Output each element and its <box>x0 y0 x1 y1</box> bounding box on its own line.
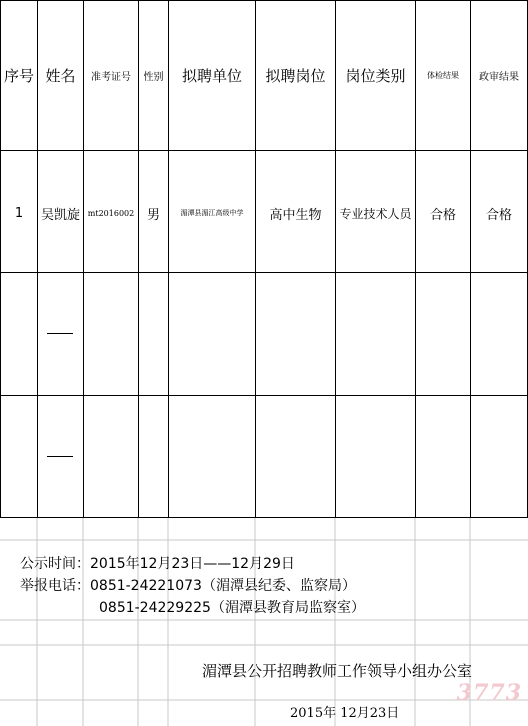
header-name: 姓名 <box>45 66 76 85</box>
notice-phone <box>20 575 356 595</box>
notice-phone-1: 0851-24221073（湄潭县纪委、监察局） <box>90 578 356 594</box>
row-1-gender: 男 <box>146 207 160 223</box>
row-1-political: 合格 <box>485 207 512 223</box>
header-category: 岗位类别 <box>345 66 406 85</box>
row-1-exam-id: mt2016002 <box>87 208 135 218</box>
notice-phone-label: 举报电话： <box>20 578 90 594</box>
header-unit: 拟聘单位 <box>181 66 242 85</box>
notice-time <box>20 553 295 573</box>
header-no: 序号 <box>3 66 34 85</box>
empty-row-dash <box>47 333 73 334</box>
row-1-category: 专业技术人员 <box>339 206 412 221</box>
notice-time-label: 公示时间： <box>20 556 90 572</box>
row-1-no: 1 <box>14 205 24 221</box>
header-physical: 体检结果 <box>427 70 459 80</box>
row-1-name: 吴凯旋 <box>40 207 80 223</box>
notice-phone-2: 0851-24229225（湄潭县教育局监察室） <box>99 600 365 616</box>
row-1-physical: 合格 <box>429 207 456 223</box>
row-1-unit: 湄潭县湄江高级中学 <box>180 209 244 217</box>
header-gender: 性别 <box>143 71 164 83</box>
header-post: 拟聘岗位 <box>265 66 326 85</box>
signature-date: 2015年 12月23日 <box>290 706 400 721</box>
watermark-logo: 3773 <box>456 680 522 706</box>
background-gridlines <box>0 517 528 726</box>
signature-office: 湄潭县公开招聘教师工作领导小组办公室 <box>202 662 473 680</box>
empty-row-dash <box>47 456 73 457</box>
header-political: 政审结果 <box>479 71 519 83</box>
header-exam-id: 准考证号 <box>91 71 131 83</box>
notice-time-value: 2015年12月23日——12月29日 <box>90 556 295 572</box>
row-1-post: 高中生物 <box>269 207 322 223</box>
